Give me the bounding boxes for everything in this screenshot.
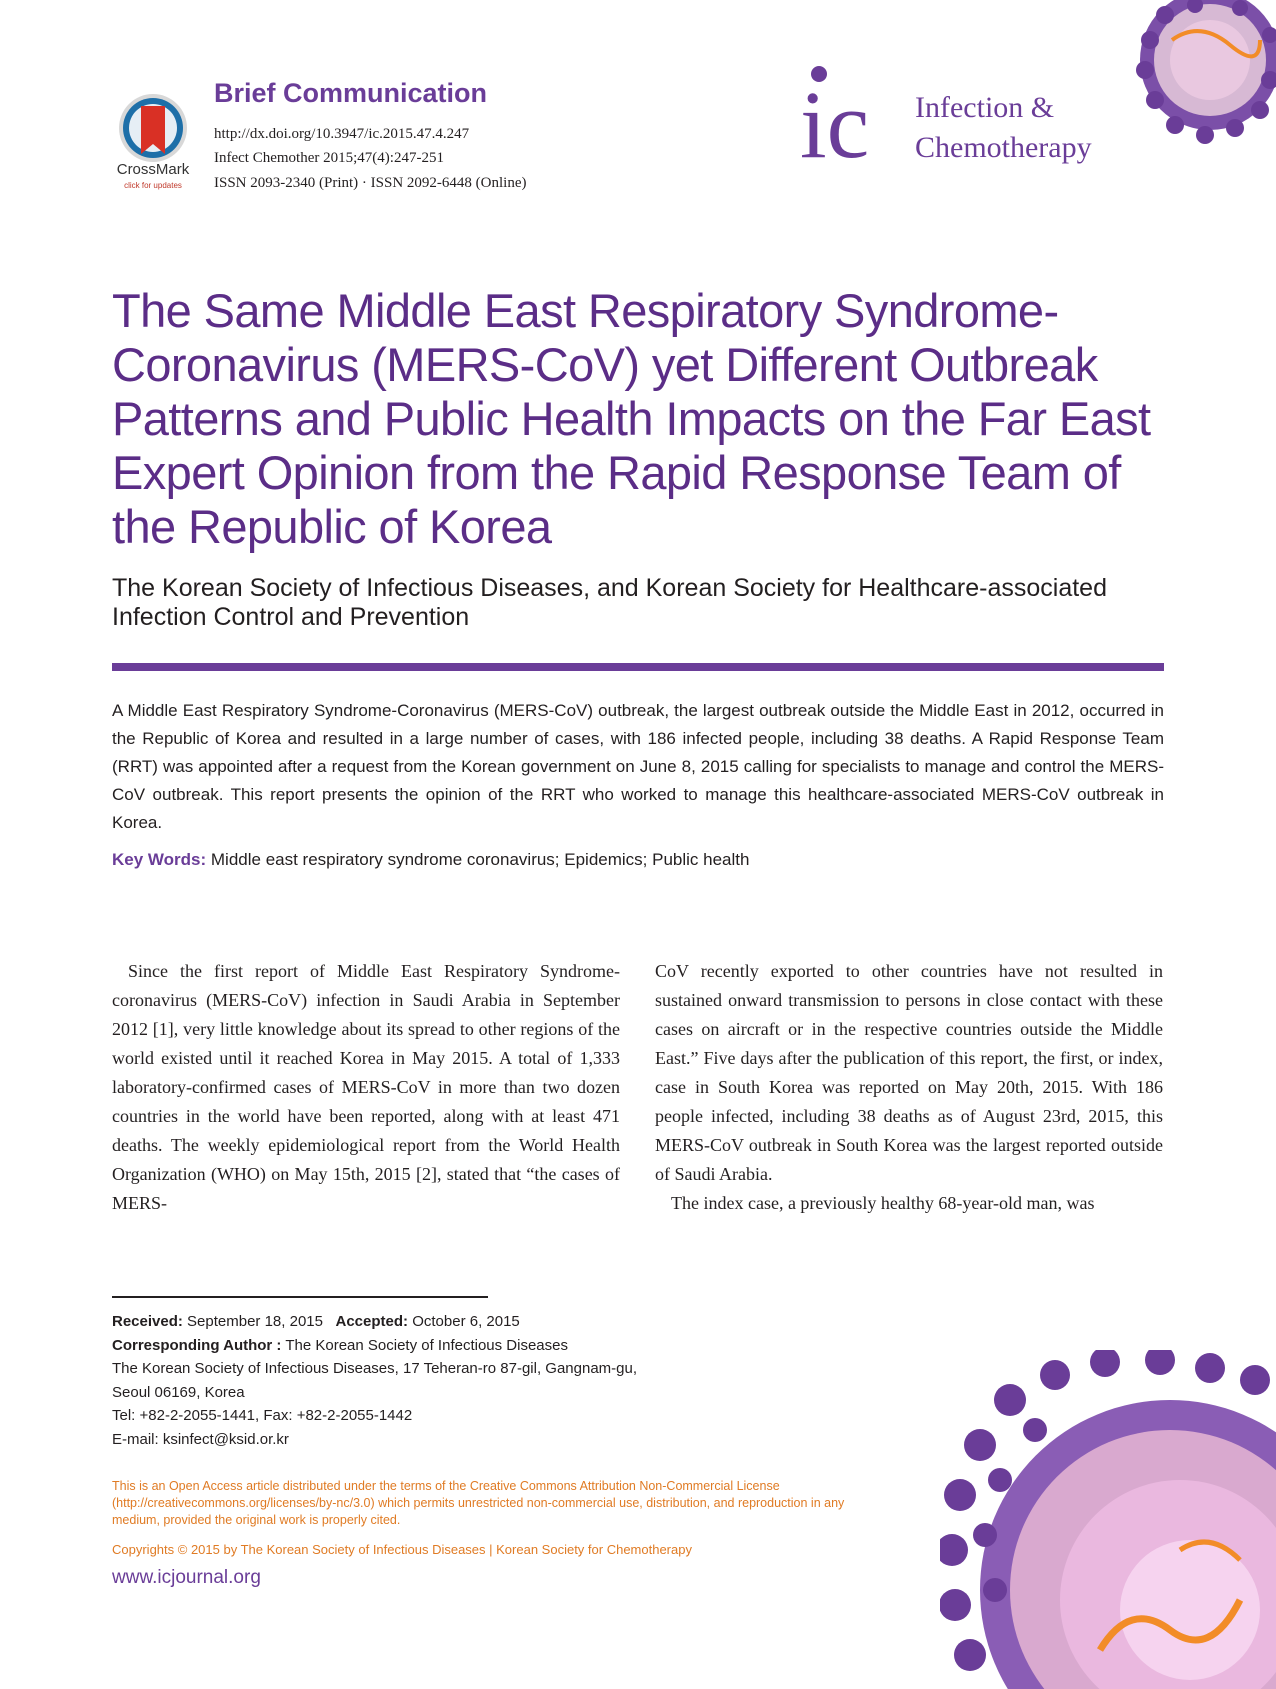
abstract: A Middle East Respiratory Syndrome-Coronavirus (MERS-CoV) outbreak, the largest outbreak outside the Middle East in 2012, occurred in the Republic of Korea and resulted in a large number of cases, with 186 infected people, including 38 deaths. A Rapid Response Team (RRT) was appointed after a request from the Korean government on June 8, 2015 calling for specialists to manage and control the MERS-CoV outbreak. This report presents the opinion of the RRT who worked to manage this healthcare-associated MERS-CoV outbreak in Korea.: [112, 701, 1164, 832]
journal-name-line2: Chemotherapy: [915, 131, 1092, 164]
email: E-mail: ksinfect@ksid.or.kr: [112, 1430, 289, 1448]
license-notice: This is an Open Access article distributed under the terms of the Creative Commons Attribution Non-Commercial License (http://creativecommons.org/licenses/by-nc/3.0) which permits unrestricted non-commercial use, distribution, and reproduction in any medium, provided the original work is properly cited.: [112, 1479, 845, 1527]
doi-link[interactable]: http://dx.doi.org/10.3947/ic.2015.47.4.247: [214, 126, 470, 142]
received-label: Received:: [112, 1313, 183, 1330]
received-date: September 18, 2015: [187, 1313, 323, 1330]
keywords-text: Middle east respiratory syndrome coronavirus; Epidemics; Public health: [210, 850, 750, 869]
title-divider: [112, 663, 1164, 671]
body-paragraph: The index case, a previously healthy 68-year-old man, was: [671, 1193, 1095, 1213]
keywords: [112, 850, 1164, 870]
body-column-right: [655, 957, 1163, 1218]
keywords-label: Key Words:: [112, 850, 207, 869]
virus-illustration-top: [1110, 0, 1276, 145]
citation: Infect Chemother 2015;47(4):247-251: [214, 150, 444, 166]
copyright: Copyrights © 2015 by The Korean Society of Infectious Diseases | Korean Society for Chemotherapy: [112, 1542, 692, 1557]
crossmark-sub: click for updates: [124, 181, 182, 190]
article-type: Brief Communication: [214, 78, 488, 108]
website-link[interactable]: www.icjournal.org: [112, 1567, 261, 1588]
journal-logo: [800, 62, 890, 162]
body-column-left: [112, 957, 620, 1218]
journal-name: [915, 88, 1092, 168]
article-title: The Same Middle East Respiratory Syndrome-Coronavirus (MERS-CoV) yet Different Outbreak Patterns and Public Health Impacts on the Far East Expert Opinion from the Rapid Response Team of the Republic of Korea: [112, 284, 1151, 553]
crossmark-label: CrossMark click for updates: [108, 162, 198, 194]
accepted-date: October 6, 2015: [412, 1313, 520, 1330]
footnote-divider: [112, 1296, 488, 1298]
address-line1: The Korean Society of Infectious Diseases, 17 Teheran-ro 87-gil, Gangnam-gu,: [112, 1360, 638, 1377]
article-authors: The Korean Society of Infectious Diseases, and Korean Society for Healthcare-associated Infection Control and Prevention: [112, 574, 1107, 631]
corresponding-author: The Korean Society of Infectious Diseases: [285, 1336, 568, 1354]
corresponding-label: Corresponding Author :: [112, 1336, 282, 1354]
article-footnote: [112, 1310, 832, 1451]
tel-fax: Tel: +82-2-2055-1441, Fax: +82-2-2055-1442: [112, 1407, 413, 1424]
body-paragraph: CoV recently exported to other countries have not resulted in sustained onward transmission to persons in close contact with these cases on aircraft or in the respective countries outside the Middle East.” Five days after the publication of this report, the first, or index, case in South Korea was reported on May 20th, 2015. With 186 people infected, including 38 deaths as of August 23rd, 2015, this MERS-CoV outbreak in South Korea was the largest reported outside of Saudi Arabia.: [655, 961, 1163, 1184]
accepted-label: Accepted:: [335, 1313, 409, 1330]
issn: ISSN 2093-2340 (Print) · ISSN 2092-6448 (Online): [214, 175, 527, 191]
virus-illustration-bottom: [940, 1350, 1276, 1689]
journal-logo-letters: ic: [800, 71, 870, 162]
body-paragraph: Since the first report of Middle East Respiratory Syndrome-coronavirus (MERS-CoV) infection in Saudi Arabia in September 2012 [1], very little knowledge about its spread to other regions of the world existed until it reached Korea in May 2015. A total of 1,333 laboratory-confirmed cases of MERS-CoV in more than two dozen countries in the world have been reported, along with at least 471 deaths. The weekly epidemiological report from the World Health Organization (WHO) on May 15th, 2015 [2], stated that “the cases of MERS-: [112, 961, 620, 1213]
address-line2: Seoul 06169, Korea: [112, 1383, 245, 1401]
journal-name-line1: Infection &: [915, 91, 1055, 124]
